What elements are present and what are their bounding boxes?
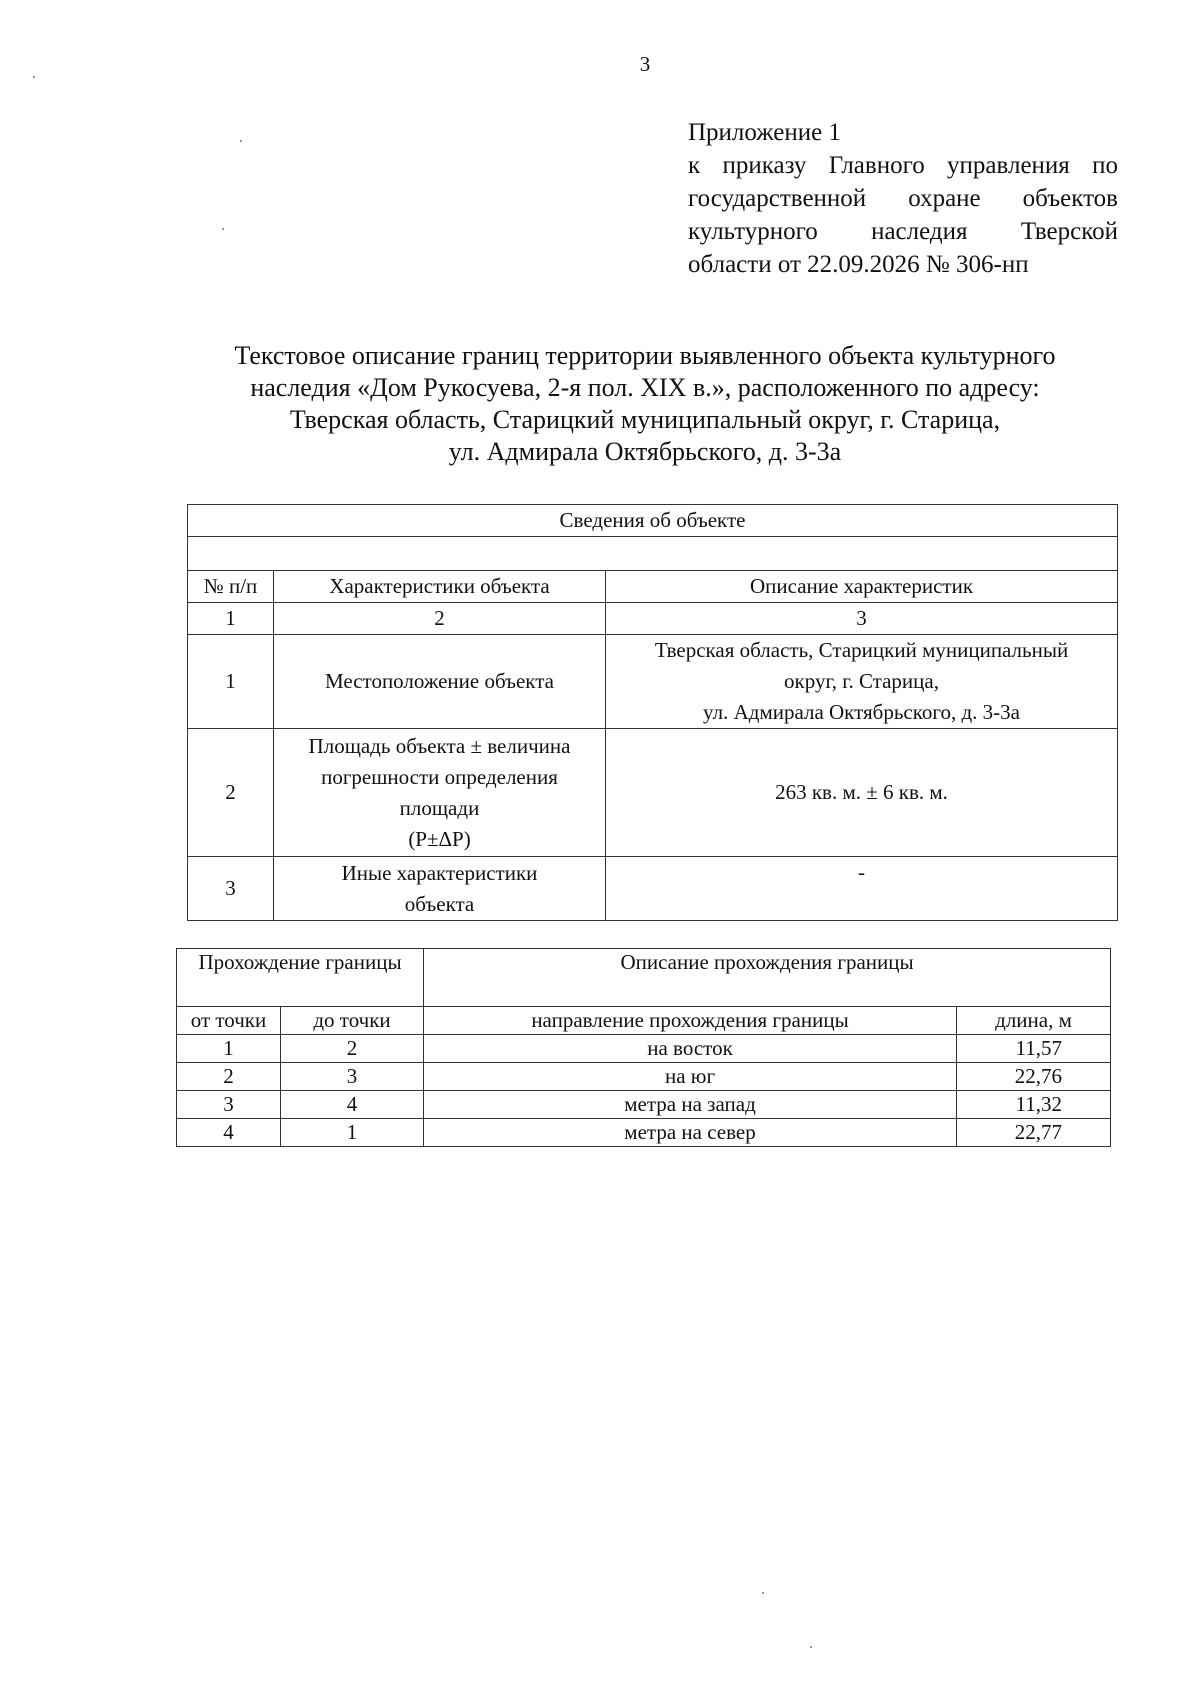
header-characteristic: Характеристики объекта — [274, 571, 606, 603]
row-description — [606, 857, 1118, 921]
length: 11,57 — [957, 1035, 1111, 1063]
cell-line: объекта — [404, 891, 475, 916]
object-info-table — [187, 504, 1118, 921]
header-to-point: до точки — [281, 1007, 424, 1035]
header-from-point: от точки — [177, 1007, 281, 1035]
scan-speck — [240, 140, 242, 142]
column-number: 3 — [606, 603, 1118, 635]
appendix-line: государственной охране объектов — [688, 185, 1118, 212]
row-number: 1 — [188, 635, 274, 729]
cell-line: Тверская область, Старицкий муниципальный — [654, 638, 1069, 662]
direction: на юг — [424, 1063, 957, 1091]
to-point: 2 — [281, 1035, 424, 1063]
row-characteristic — [274, 635, 606, 729]
row-number: 3 — [188, 857, 274, 921]
cell-line: Местоположение объекта — [324, 669, 554, 693]
header-boundary-pass: Прохождение границы — [177, 949, 424, 1007]
appendix-line: Приложение 1 — [688, 119, 841, 146]
scan-speck — [222, 228, 224, 230]
title-line: ул. Адмирала Октябрьского, д. 3-3а — [448, 437, 842, 466]
length: 22,77 — [957, 1119, 1111, 1147]
title-line: Тверская область, Старицкий муниципальный округ, г. Старица, — [289, 405, 1001, 434]
to-point: 3 — [281, 1063, 424, 1091]
table-row — [177, 1063, 1111, 1091]
cell-line: Площадь объекта ± величина — [308, 733, 571, 758]
info-table-caption: Сведения об объекте — [188, 505, 1118, 537]
from-point: 1 — [177, 1035, 281, 1063]
cell-line: Иные характеристики — [341, 860, 538, 885]
from-point: 2 — [177, 1063, 281, 1091]
cell-line: погрешности определения — [321, 764, 558, 789]
header-length: длина, м — [957, 1007, 1111, 1035]
to-point: 4 — [281, 1091, 424, 1119]
header-boundary-description: Описание прохождения границы — [424, 949, 1111, 1007]
cell-line: площади — [399, 795, 480, 820]
document-title — [160, 340, 1130, 468]
title-line: наследия «Дом Рукосуева, 2-я пол. XIX в.», расположенного по адресу: — [250, 373, 1040, 402]
row-description — [606, 729, 1118, 857]
row-number: 2 — [188, 729, 274, 857]
scan-speck — [762, 1592, 764, 1594]
to-point: 1 — [281, 1119, 424, 1147]
appendix-header — [688, 116, 1118, 281]
table-row — [188, 635, 1118, 729]
appendix-line: культурного наследия Тверской — [688, 218, 1118, 245]
cell-line: (Р±ΔР) — [408, 826, 471, 851]
header-number: № п/п — [188, 571, 274, 603]
title-line: Текстовое описание границ территории выявленного объекта культурного — [234, 341, 1056, 370]
direction: метра на север — [424, 1119, 957, 1147]
from-point: 3 — [177, 1091, 281, 1119]
length: 22,76 — [957, 1063, 1111, 1091]
table-row — [177, 1091, 1111, 1119]
row-description — [606, 635, 1118, 729]
direction: метра на запад — [424, 1091, 957, 1119]
header-direction: направление прохождения границы — [424, 1007, 957, 1035]
appendix-line: области от 22.09.2026 № 306-нп — [688, 251, 1029, 278]
column-number: 2 — [274, 603, 606, 635]
row-characteristic — [274, 857, 606, 921]
cell-line: 263 кв. м. ± 6 кв. м. — [775, 780, 948, 804]
table-row — [188, 857, 1118, 921]
row-characteristic — [274, 729, 606, 857]
length: 11,32 — [957, 1091, 1111, 1119]
cell-line: ул. Адмирала Октябрьского, д. 3-3а — [703, 700, 1020, 724]
table-row — [177, 1119, 1111, 1147]
cell-line: - — [858, 860, 866, 884]
scan-speck — [810, 1646, 812, 1648]
direction: на восток — [424, 1035, 957, 1063]
from-point: 4 — [177, 1119, 281, 1147]
table-row — [188, 729, 1118, 857]
info-table-spacer-row — [188, 537, 1118, 571]
column-number: 1 — [188, 603, 274, 635]
page-number: 3 — [639, 52, 651, 76]
cell-line: округ, г. Старица, — [784, 669, 939, 693]
boundary-table — [176, 948, 1111, 1147]
appendix-line: к приказу Главного управления по — [688, 152, 1118, 179]
scan-speck — [33, 76, 35, 78]
table-row — [177, 1035, 1111, 1063]
header-description: Описание характеристик — [606, 571, 1118, 603]
